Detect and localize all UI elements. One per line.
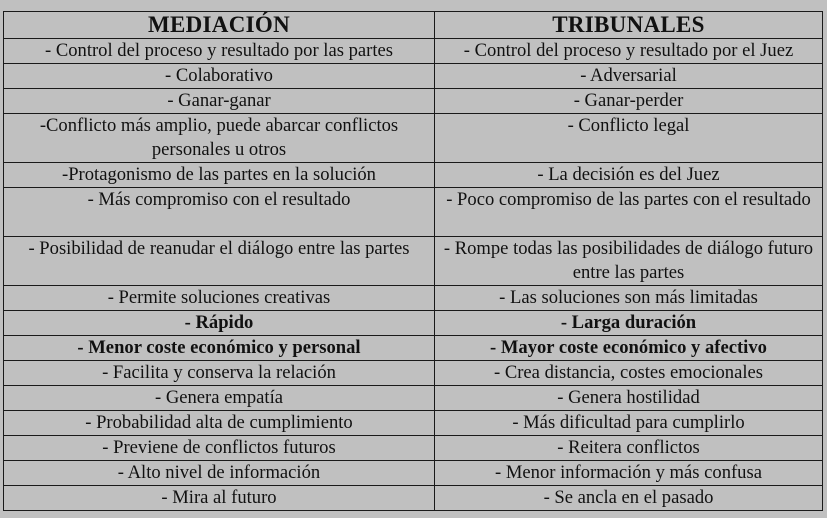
mediacion-cell: - Rápido (4, 311, 435, 336)
tribunales-cell: - Larga duración (435, 311, 823, 336)
mediation-vs-courts-table (3, 11, 823, 511)
tribunales-cell: - Rompe todas las posibilidades de diálogo futuro entre las partes (435, 237, 823, 286)
mediacion-cell: - Colaborativo (4, 64, 435, 89)
column-header-mediacion: MEDIACIÓN (4, 12, 435, 39)
tribunales-cell: - Las soluciones son más limitadas (435, 286, 823, 311)
table-row (4, 286, 823, 311)
mediacion-cell: - Control del proceso y resultado por las partes (4, 39, 435, 64)
column-header-tribunales: TRIBUNALES (435, 12, 823, 39)
table-row (4, 486, 823, 511)
table-row (4, 89, 823, 114)
table-row (4, 386, 823, 411)
tribunales-cell: - Más dificultad para cumplirlo (435, 411, 823, 436)
table-header-row (4, 12, 823, 39)
mediacion-cell: - Probabilidad alta de cumplimiento (4, 411, 435, 436)
table-row (4, 436, 823, 461)
mediacion-cell: - Permite soluciones creativas (4, 286, 435, 311)
table-row (4, 237, 823, 286)
mediacion-cell: - Más compromiso con el resultado (4, 188, 435, 237)
mediacion-cell: -Protagonismo de las partes en la solución (4, 163, 435, 188)
table-row (4, 114, 823, 163)
comparison-table-container (3, 11, 822, 511)
tribunales-cell: - Conflicto legal (435, 114, 823, 163)
mediacion-cell: - Genera empatía (4, 386, 435, 411)
table-row (4, 64, 823, 89)
table-row (4, 188, 823, 237)
tribunales-cell: - Mayor coste económico y afectivo (435, 336, 823, 361)
mediacion-cell: -Conflicto más amplio, puede abarcar conflictos personales u otros (4, 114, 435, 163)
tribunales-cell: - Poco compromiso de las partes con el resultado (435, 188, 823, 237)
tribunales-cell: - Genera hostilidad (435, 386, 823, 411)
mediacion-cell: - Facilita y conserva la relación (4, 361, 435, 386)
table-row (4, 163, 823, 188)
tribunales-cell: - Control del proceso y resultado por el Juez (435, 39, 823, 64)
tribunales-cell: - Ganar-perder (435, 89, 823, 114)
tribunales-cell: - Se ancla en el pasado (435, 486, 823, 511)
tribunales-cell: - La decisión es del Juez (435, 163, 823, 188)
table-row (4, 39, 823, 64)
mediacion-cell: - Mira al futuro (4, 486, 435, 511)
table-row (4, 311, 823, 336)
table-row (4, 411, 823, 436)
mediacion-cell: - Posibilidad de reanudar el diálogo entre las partes (4, 237, 435, 286)
table-row (4, 361, 823, 386)
mediacion-cell: - Previene de conflictos futuros (4, 436, 435, 461)
tribunales-cell: - Crea distancia, costes emocionales (435, 361, 823, 386)
mediacion-cell: - Menor coste económico y personal (4, 336, 435, 361)
tribunales-cell: - Reitera conflictos (435, 436, 823, 461)
mediacion-cell: - Ganar-ganar (4, 89, 435, 114)
tribunales-cell: - Adversarial (435, 64, 823, 89)
table-row (4, 461, 823, 486)
tribunales-cell: - Menor información y más confusa (435, 461, 823, 486)
mediacion-cell: - Alto nivel de información (4, 461, 435, 486)
table-row (4, 336, 823, 361)
